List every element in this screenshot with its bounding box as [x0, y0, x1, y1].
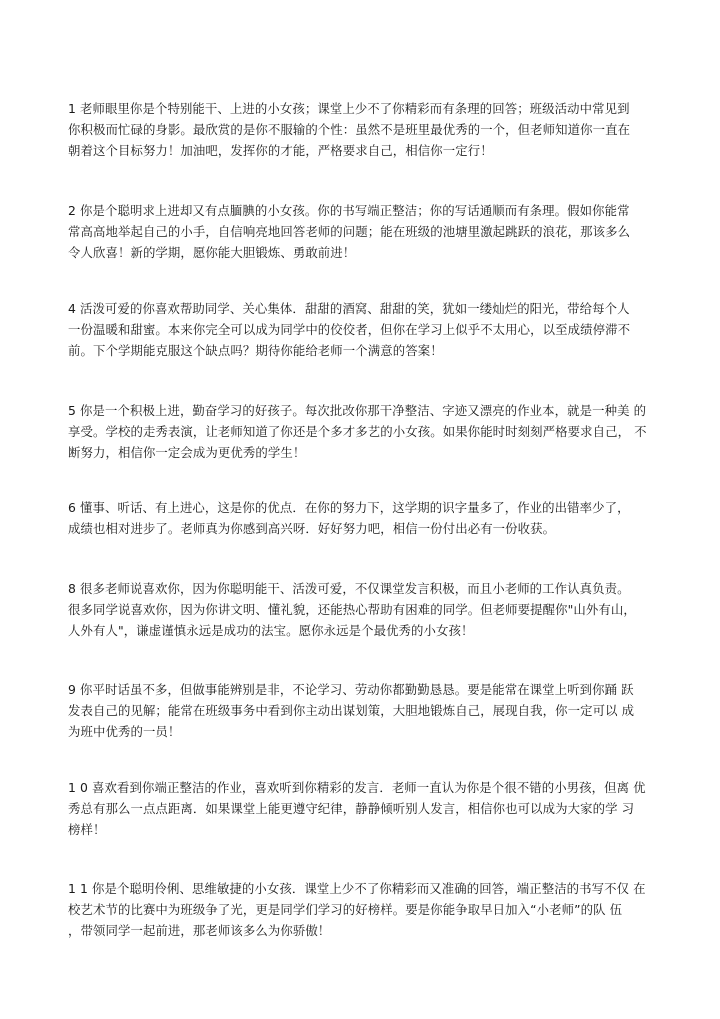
- paragraph-line: 断努力，相信你一定会成为更优秀的学生！: [68, 445, 306, 460]
- paragraph-line: 很多同学说喜欢你，因为你讲文明、懂礼貌，还能热心帮助有困难的同学。但老师要提醒你"山外有山，: [68, 602, 636, 617]
- paragraph-line: 8 很多老师说喜欢你，因为你聪明能干、活泼可爱，不仅课堂发言积极，而且小老师的工作认真负责。: [68, 581, 630, 596]
- paragraph-line: 令人欣喜！新的学期，愿你能大胆锻炼、勇敢前进！: [68, 245, 356, 260]
- paragraph-line: 你积极而忙碌的身影。最欣赏的是你不服输的个性：虽然不是班里最优秀的一个，但老师知道你一直在: [68, 122, 631, 137]
- paragraph-line: 2 你是个聪明求上进却又有点腼腆的小女孩。你的书写端正整洁；你的写话通顺而有条理。假如你能常: [68, 203, 630, 218]
- comment-paragraph-2: [68, 200, 668, 263]
- comment-paragraph-4: [68, 298, 668, 361]
- paragraph-line: 一份温暖和甜蜜。本来你完全可以成为同学中的佼佼者，但你在学习上似乎不太用心，以至成绩停滞不: [68, 322, 631, 337]
- paragraph-line: 6 懂事、听话、有上进心，这是你的优点．在你的努力下，这学期的识字量多了，作业的出错率少了，: [68, 500, 630, 515]
- paragraph-line: 秀总有那么一点点距离．如果课堂上能更遵守纪律，静静倾听别人发言，相信你也可以成为大家的学 习: [68, 801, 635, 816]
- paragraph-line: 为班中优秀的一员！: [68, 724, 181, 739]
- paragraph-line: 发表自己的见解；能常在班级事务中看到你主动出谋划策，大胆地锻炼自己，展现自我，你一定可以 成: [68, 703, 635, 718]
- paragraph-line: 人外有人"，谦虚谨慎永远是成功的法宝。愿你永远是个最优秀的小女孩！: [68, 623, 474, 638]
- paragraph-line: 5 你是一个积极上进，勤奋学习的好孩子。每次批改你那干净整洁、字迹又漂亮的作业本，就是一种美 的: [68, 403, 647, 418]
- paragraph-line: 9 你平时话虽不多，但做事能辨别是非，不论学习、劳动你都勤勤恳恳。要是能常在课堂上听到你踊 跃: [68, 682, 634, 697]
- paragraph-line: 1 0 喜欢看到你端正整洁的作业，喜欢听到你精彩的发言．老师一直认为你是个很不错的小男孩，但离 优: [68, 780, 646, 795]
- comment-paragraph-5: [68, 400, 668, 463]
- comment-paragraph-9: [68, 679, 668, 742]
- paragraph-line: 前。下个学期能克服这个缺点吗？期待你能给老师一个满意的答案！: [68, 343, 443, 358]
- comment-paragraph-1: [68, 98, 668, 161]
- paragraph-line: 校艺术节的比赛中为班级争了光，更是同学们学习的好榜样。要是你能争取早日加入“小老师”的队 伍: [68, 902, 623, 917]
- paragraph-line: 常高高地举起自己的小手，自信响亮地回答老师的问题；能在班级的池塘里激起跳跃的浪花，那该多么: [68, 224, 631, 239]
- comment-paragraph-10: [68, 777, 668, 840]
- paragraph-line: 1 1 你是个聪明伶俐、思维敏捷的小女孩．课堂上少不了你精彩而又准确的回答，端正整洁的书写不仅 在: [68, 881, 646, 896]
- paragraph-line: 享受。学校的走秀表演，让老师知道了你还是个多才多艺的小女孩。如果你能时时刻刻严格要求自己， 不: [68, 424, 647, 439]
- paragraph-line: 1 老师眼里你是个特别能干、上进的小女孩；课堂上少不了你精彩而有条理的回答；班级活动中常见到: [68, 101, 630, 116]
- paragraph-line: 榜样！: [68, 822, 106, 837]
- paragraph-line: 成绩也相对进步了。老师真为你感到高兴呀．好好努力吧，相信一份付出必有一份收获。: [68, 521, 556, 536]
- comment-paragraph-11: [68, 878, 668, 941]
- paragraph-line: 朝着这个目标努力！加油吧，发挥你的才能，严格要求自己，相信你一定行！: [68, 143, 493, 158]
- paragraph-line: 4 活泼可爱的你喜欢帮助同学、关心集体．甜甜的酒窝、甜甜的笑，犹如一缕灿烂的阳光，带给每个人: [68, 301, 630, 316]
- comment-paragraph-6: [68, 497, 668, 539]
- comment-paragraph-8: [68, 578, 668, 641]
- paragraph-line: ，带领同学一起前进，那老师该多么为你骄傲！: [68, 923, 331, 938]
